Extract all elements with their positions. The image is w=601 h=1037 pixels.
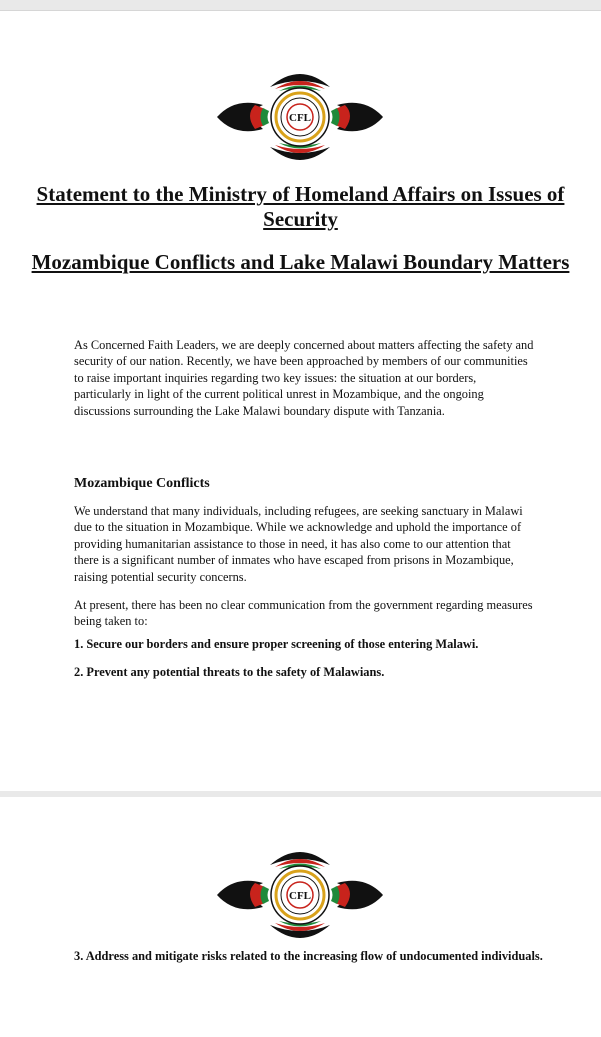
- statement-title-text: Statement to the Ministry of Homeland Affairs on Issues of Security: [36, 182, 565, 231]
- cfl-logo: [215, 845, 385, 945]
- section-paragraph-2: At present, there has been no clear communication from the government regarding measures being taken to:: [74, 598, 533, 629]
- section-heading: Mozambique Conflicts: [74, 476, 210, 491]
- intro-paragraph: As Concerned Faith Leaders, we are deeply concerned about matters affecting the safety and security of our nation. Recently, we have been approached by members of our communities to raise important inquiries regarding two key issues: the situation at our borders, particularly in light of the current political unrest in Mozambique, and the ongoing discussions surrounding the Lake Malawi boundary dispute with Tanzania.: [74, 338, 534, 418]
- statement-subtitle: [30, 250, 571, 275]
- list-item: 2. Prevent any potential threats to the safety of Malawians.: [74, 665, 385, 679]
- document-page-2: [0, 797, 601, 1037]
- document-page-1: [0, 10, 601, 791]
- section-paragraph-1: We understand that many individuals, including refugees, are seeking sanctuary in Malawi due to the situation in Mozambique. While we acknowledge and uphold the importance of providing humanitarian assistance to those in need, it has also come to our attention that there is a significant number of inmates who have escaped from prisons in Mozambique, raising potential security concerns.: [74, 504, 523, 584]
- list-item: 3. Address and mitigate risks related to the increasing flow of undocumented individuals.: [74, 949, 543, 963]
- cfl-logo: [215, 67, 385, 167]
- statement-subtitle-text: Mozambique Conflicts and Lake Malawi Boundary Matters: [31, 250, 570, 274]
- svg-text:CFL: CFL: [289, 112, 311, 124]
- svg-text:CFL: CFL: [289, 890, 311, 902]
- statement-title: [30, 182, 571, 232]
- list-item: 1. Secure our borders and ensure proper screening of those entering Malawi.: [74, 637, 479, 651]
